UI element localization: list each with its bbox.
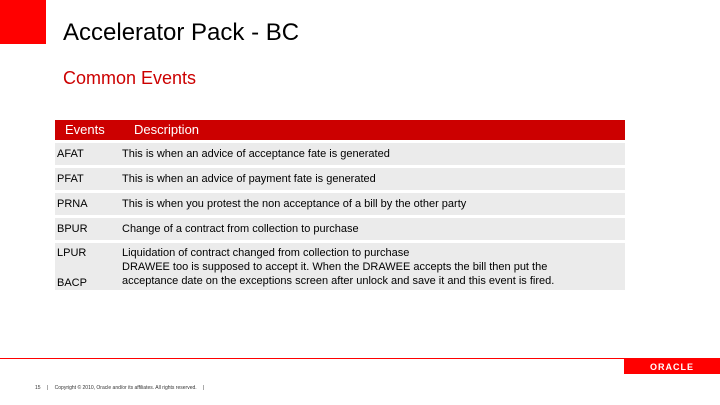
footer: [35, 384, 209, 392]
event-description: Change of a contract from collection to purchase: [122, 218, 625, 240]
footer-separator: |: [46, 385, 49, 391]
slide-subtitle: Common Events: [63, 68, 197, 88]
event-description: This is when an advice of acceptance fate is generated: [122, 143, 625, 165]
header-description: Description: [122, 120, 625, 140]
slide-title: Accelerator Pack - BC: [63, 19, 300, 46]
table-header-row: [55, 120, 625, 140]
event-code: PFAT: [55, 168, 122, 190]
table-row: [55, 218, 625, 240]
description-line: Liquidation of contract changed from collection to purchase: [122, 247, 410, 259]
oracle-logo: ORACLE: [650, 361, 694, 372]
event-code: BPUR: [55, 218, 122, 240]
table-row-combined: [55, 243, 625, 290]
events-table: [55, 117, 625, 293]
table-row: [55, 143, 625, 165]
page-number: 15: [35, 385, 41, 391]
footer-logo-band: [624, 359, 720, 374]
event-description: This is when an advice of payment fate is generated: [122, 168, 625, 190]
event-code: AFAT: [55, 143, 122, 165]
description-line: acceptance date on the exceptions screen after unlock and save it and this event is fired.: [122, 275, 555, 287]
event-description-combined: [122, 243, 625, 290]
description-line: DRAWEE too is supposed to accept it. When the DRAWEE accepts the bill then put the: [122, 261, 548, 273]
event-description: This is when you protest the non acceptance of a bill by the other party: [122, 193, 625, 215]
event-code: PRNA: [55, 193, 122, 215]
header-events: Events: [55, 120, 122, 140]
footer-separator-end: |: [203, 385, 205, 391]
title-accent-bar: [0, 0, 46, 44]
event-code-bacp: BACP: [57, 277, 87, 289]
table-row: [55, 193, 625, 215]
event-codes-combined: [55, 243, 122, 290]
footer-rule: [0, 358, 720, 359]
event-code-lpur: LPUR: [57, 247, 87, 259]
copyright-text: Copyright © 2010, Oracle and/or its affiliates. All rights reserved.: [54, 385, 197, 391]
table-row: [55, 168, 625, 190]
